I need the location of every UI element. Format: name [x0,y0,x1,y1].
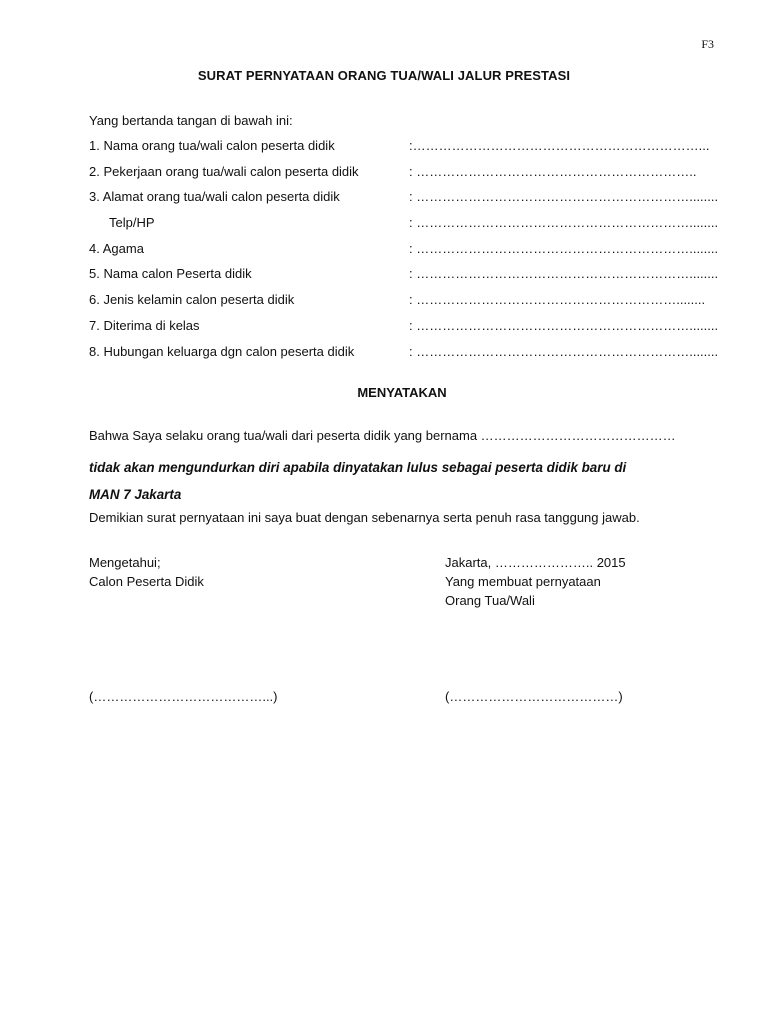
field-fill-line: :…………………………………………………………... [409,138,710,153]
statement-bold-line: MAN 7 Jakarta [89,487,182,502]
field-label: 7. Diterima di kelas [89,317,200,333]
acknowledged-label: Mengetahui; [89,555,161,570]
field-row-parent-occupation [89,164,729,190]
field-fill-line: : ………………………………………………………........ [409,189,719,205]
field-label: 3. Alamat orang tua/wali calon peserta didik [89,189,340,205]
field-row-student-name [89,266,729,292]
form-code: F3 [701,37,714,51]
statement-paragraph: Bahwa Saya selaku orang tua/wali dari peserta didik yang bernama ……………………………………… [89,428,676,443]
field-row-phone [89,215,729,241]
declares-heading: MENYATAKAN [357,385,447,400]
intro-text: Yang bertanda tangan di bawah ini: [89,113,293,128]
signer-role-parent: Orang Tua/Wali [445,593,535,608]
field-row-religion [89,241,729,267]
closing-paragraph: Demikian surat pernyataan ini saya buat dengan sebenarnya serta penuh rasa tanggung jawab. [89,510,640,525]
field-label: 2. Pekerjaan orang tua/wali calon peserta didik [89,163,359,179]
field-row-class [89,318,729,344]
place-date-line: Jakarta, ………………….. 2015 [445,555,626,570]
field-row-parent-address [89,189,729,215]
field-fill-line: : ………………………………………………………........ [409,343,719,359]
field-fill-line: : ………………………………………………………........ [409,317,719,333]
field-fill-line: : ……………………………………………………….. [409,163,697,179]
field-label: 5. Nama calon Peserta didik [89,266,252,282]
declarant-label: Yang membuat pernyataan [445,574,601,589]
signature-line-student: (…………………………………...) [89,689,278,704]
field-label: 8. Hubungan keluarga dgn calon peserta didik [89,343,355,359]
statement-bold-italic [89,454,729,508]
field-fill-line: : ……………………………………………………........ [409,292,706,308]
field-label: 1. Nama orang tua/wali calon peserta didik [89,138,335,153]
field-fill-line: : ………………………………………………………........ [409,240,719,256]
signature-block-left [89,553,204,591]
field-row-gender [89,292,729,318]
field-label: Telp/HP [109,215,155,231]
field-fill-line: : ………………………………………………………........ [409,266,719,282]
field-label: 6. Jenis kelamin calon peserta didik [89,292,295,308]
signer-role-student: Calon Peserta Didik [89,574,204,589]
signature-block-right [445,553,626,610]
identity-fields [89,138,729,369]
field-label: 4. Agama [89,240,144,256]
statement-bold-line: tidak akan mengundurkan diri apabila dinyatakan lulus sebagai peserta didik baru di [89,460,627,475]
field-row-parent-name [89,138,729,164]
field-fill-line: : ………………………………………………………........ [409,215,719,231]
signature-line-parent: (…………………………………) [445,689,623,704]
document-title: SURAT PERNYATAAN ORANG TUA/WALI JALUR PRESTASI [197,68,571,83]
field-row-relationship [89,344,729,370]
